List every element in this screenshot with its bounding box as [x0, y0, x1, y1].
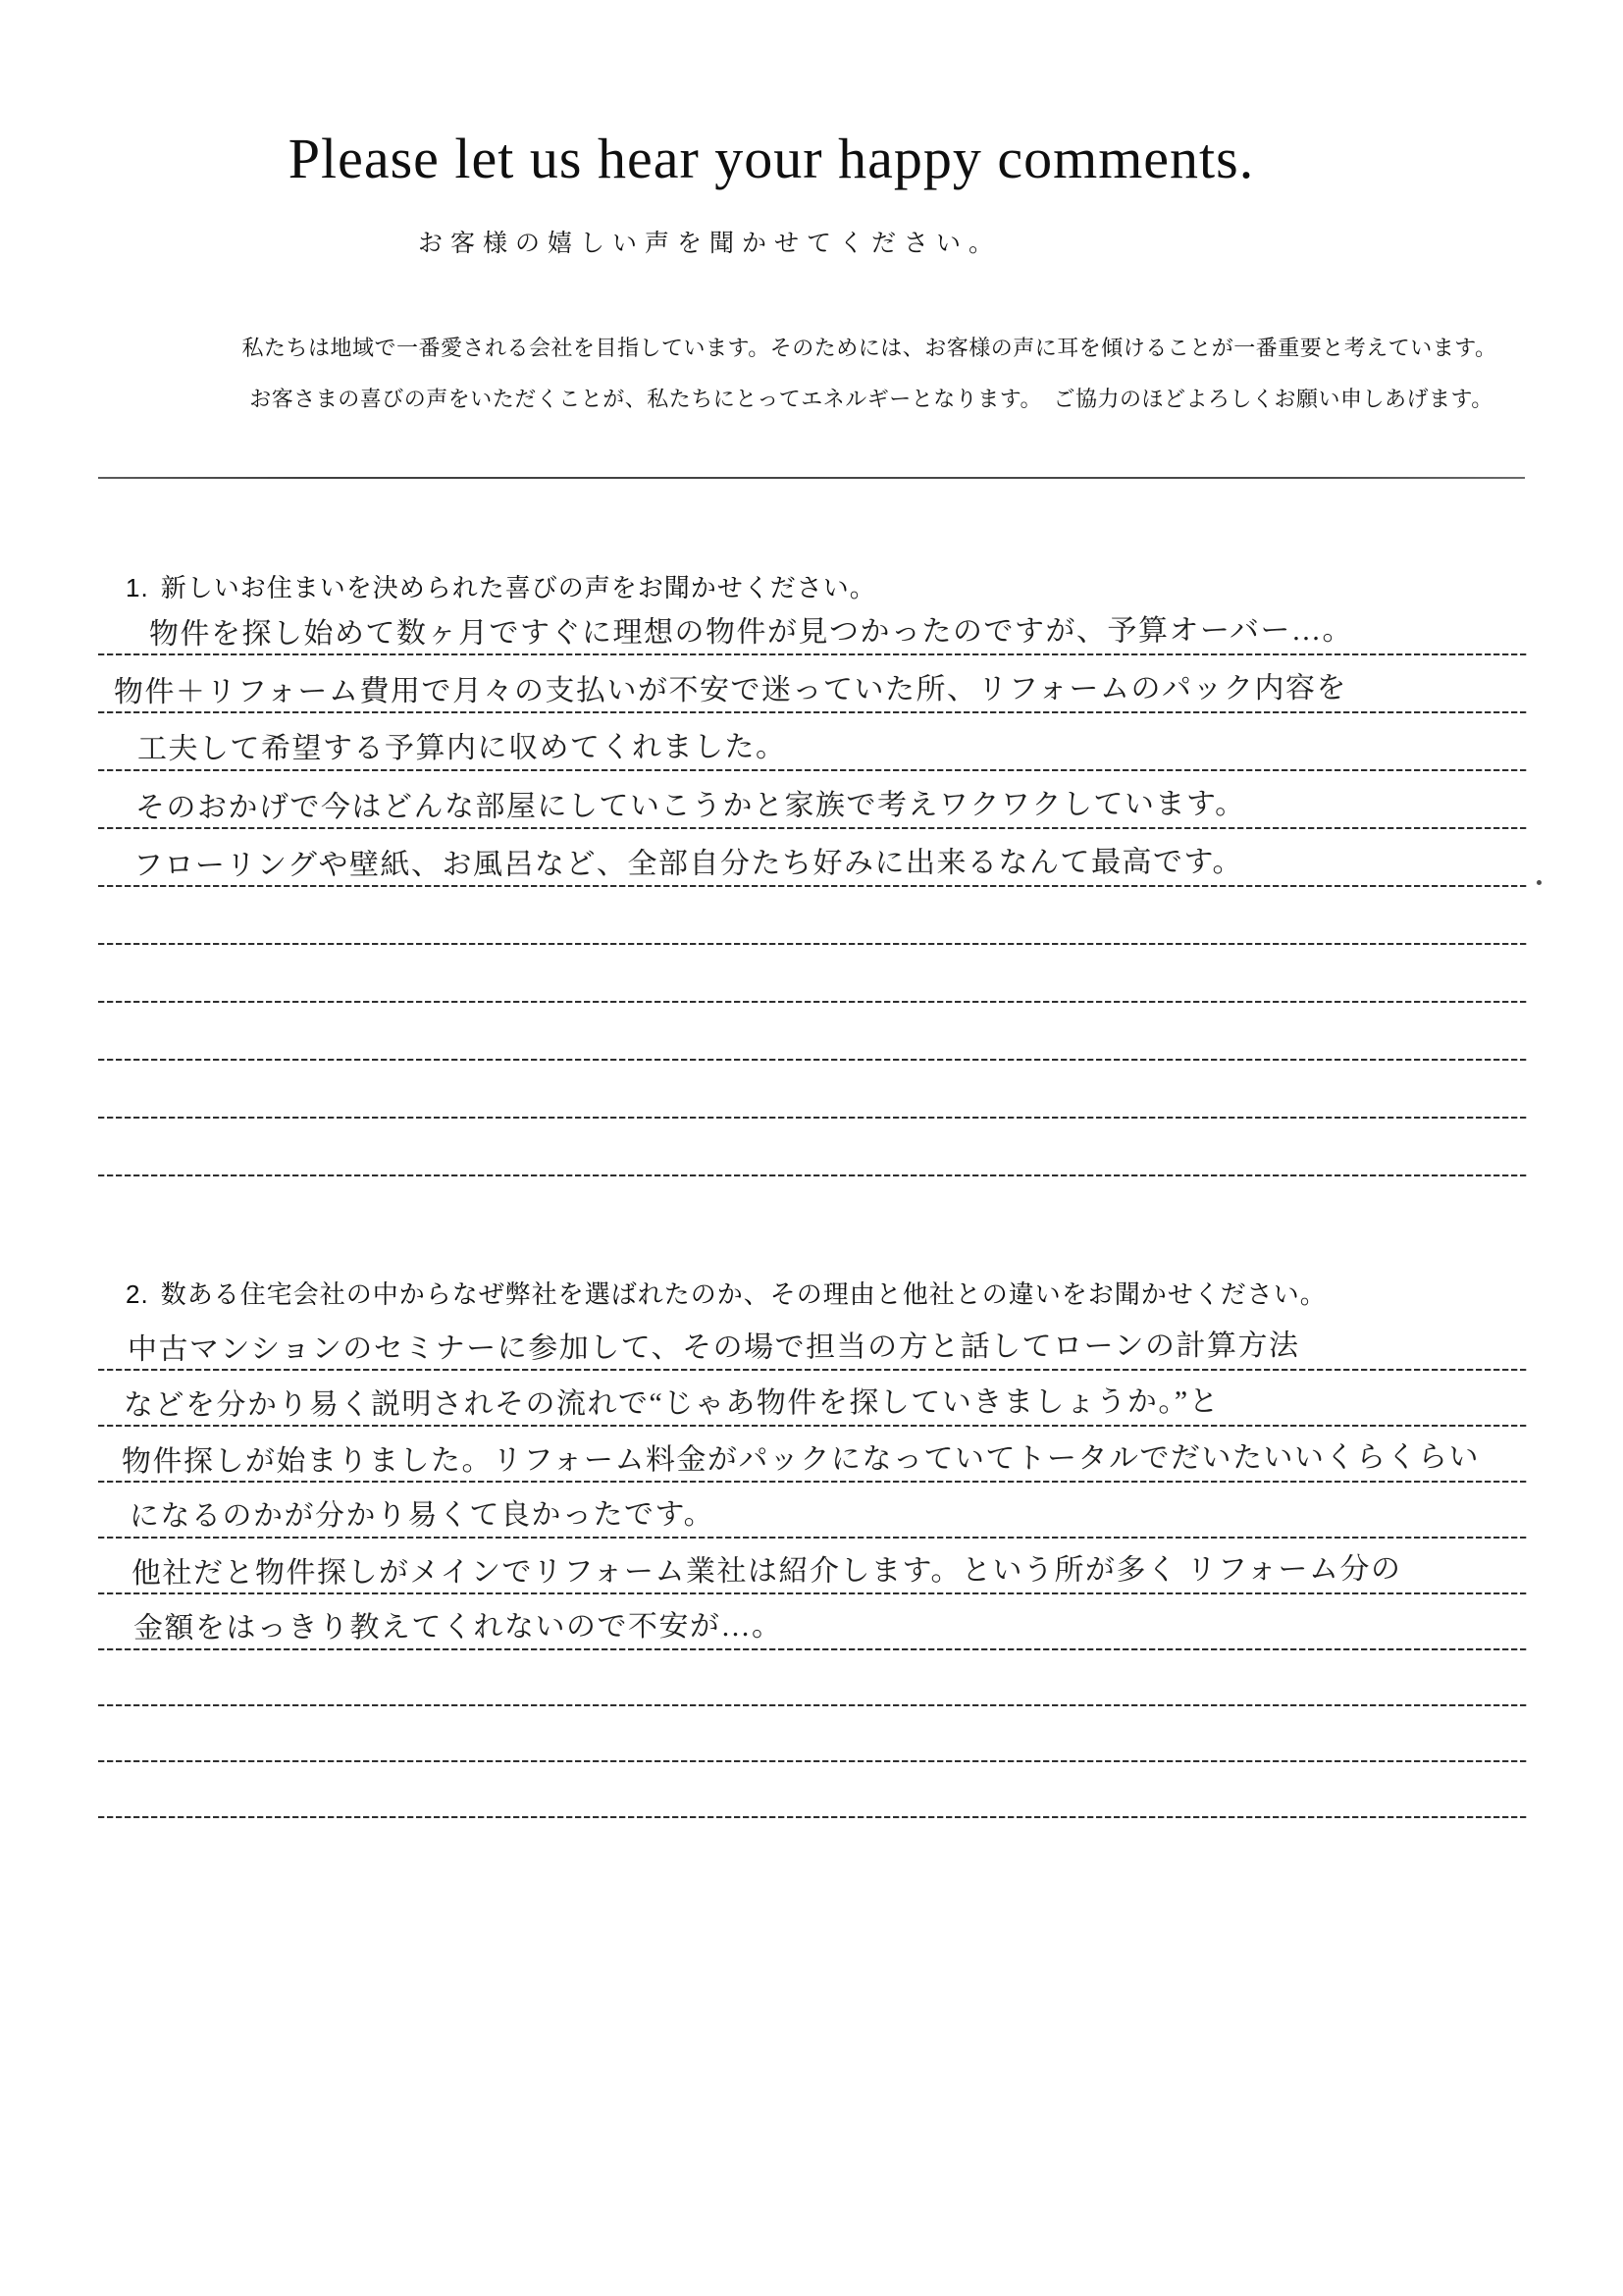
- ruled-answer-row: [98, 771, 1527, 829]
- handwritten-answer-text: 金額をはっきり教えてくれないので不安が…。: [132, 1609, 783, 1645]
- handwritten-answer-text: などを分かり易く説明されその流れで“じゃあ物件を探していきましょうか。”と: [123, 1385, 1221, 1422]
- question-2-number: 2.: [126, 1279, 149, 1309]
- ruled-answer-row: [98, 1650, 1527, 1706]
- question-2-label: [126, 1275, 1327, 1311]
- ruled-answer-row: [98, 655, 1527, 713]
- ruled-answer-row: [98, 1594, 1527, 1650]
- ruled-answer-row: [98, 713, 1527, 771]
- question-2-text: 数ある住宅会社の中からなぜ弊社を選ばれたのか、その理由と他社との違いをお聞かせください。: [160, 1279, 1327, 1309]
- ruled-answer-row: [98, 1483, 1527, 1539]
- question-2-answer-area: [98, 1315, 1527, 1818]
- ruled-answer-row: [98, 1371, 1527, 1427]
- handwritten-answer-text: そのおかげで今はどんな部屋にしていこうかと家族で考えワクワクしています。: [134, 787, 1246, 824]
- handwritten-answer-text: 他社だと物件探しがメインでリフォーム業社は紹介します。という所が多く リフォーム分の: [131, 1552, 1402, 1591]
- handwritten-answer-text: 工夫して希望する予算内に収めてくれました。: [136, 730, 787, 766]
- ruled-answer-row: [98, 1706, 1527, 1762]
- handwritten-answer-text: になるのかが分かり易くて良かったです。: [129, 1497, 715, 1533]
- intro-line-1: 私たちは地域で一番愛される会社を目指しています。そのためには、お客様の声に耳を傾けることが一番重要と考えています。: [241, 336, 1497, 360]
- handwritten-answer-text: 中古マンションのセミナーに参加して、その場で担当の方と話してローンの計算方法: [127, 1329, 1300, 1367]
- ruled-answer-row: [98, 1315, 1527, 1371]
- ruled-answer-row: [98, 887, 1527, 945]
- handwritten-answer-text: 物件探しが始まりました。リフォーム料金がパックになっていてトータルでだいたいいくらくらい: [121, 1440, 1480, 1479]
- question-1-number: 1.: [126, 573, 149, 602]
- handwritten-answer-text: フローリングや壁紙、お風呂など、全部自分たち好みに出来るなんて最高です。: [132, 845, 1244, 882]
- ruled-answer-row: [98, 945, 1527, 1003]
- ruled-answer-row: [98, 598, 1527, 655]
- handwritten-answer-text: 物件を探し始めて数ヶ月ですぐに理想の物件が見つかったのですが、予算オーバー…。: [148, 613, 1354, 652]
- handwritten-answer-text: 物件＋リフォーム費用で月々の支払いが不安で迷っていた所、リフォームのパック内容を: [113, 671, 1348, 709]
- page-title: Please let us hear your happy comments.: [288, 127, 1255, 190]
- question-1-text: 新しいお住まいを決められた喜びの声をお聞かせください。: [160, 573, 876, 602]
- question-1-answer-area: [98, 598, 1527, 1176]
- ruled-answer-row: [98, 1427, 1527, 1483]
- ruled-answer-row: [98, 1061, 1527, 1119]
- ruled-answer-row: [98, 1539, 1527, 1594]
- intro-line-2: お客さまの喜びの声をいただくことが、私たちにとってエネルギーとなります。 ご協力のほどよろしくお願い申しあげます。: [249, 387, 1493, 411]
- section-divider-line: [98, 477, 1525, 479]
- page-subtitle: お客様の嬉しい声を聞かせてください。: [417, 230, 1002, 257]
- ruled-answer-row: [98, 1003, 1527, 1061]
- ruled-answer-row: [98, 1762, 1527, 1818]
- ruled-line: [98, 1816, 1527, 1818]
- ruled-answer-row: [98, 829, 1527, 887]
- scan-speck: [1537, 880, 1542, 885]
- ruled-line: [98, 1174, 1527, 1176]
- ruled-answer-row: [98, 1119, 1527, 1176]
